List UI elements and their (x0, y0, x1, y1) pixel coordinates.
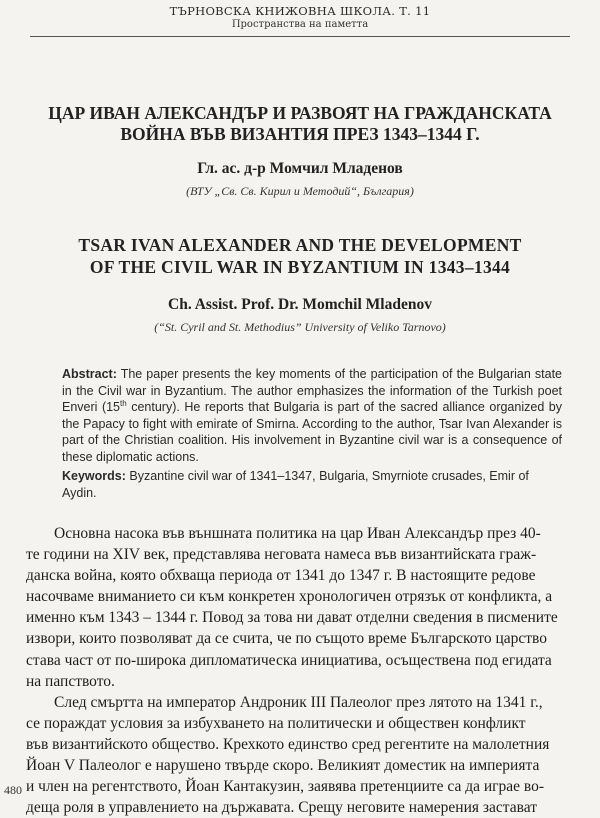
body-line: на папството. (26, 672, 115, 690)
title-bulgarian-line-2: ВОЙНА ВЪВ ВИЗАНТИЯ ПРЕЗ 1343–1344 Г. (120, 124, 480, 144)
keywords (62, 468, 562, 501)
abstract-label: Abstract: (62, 367, 117, 381)
body-line: става част от по-широка дипломатическа инициатива, осъществена под егидата (26, 651, 552, 669)
running-head-subtitle: Пространства на паметта (231, 19, 369, 30)
body-line: именно към 1343 – 1344 г. Повод за това ни дават отделни сведения в писмените (26, 609, 558, 627)
title-english-line-1: TSAR IVAN ALEXANDER AND THE DEVELOPMENT (78, 235, 522, 255)
body-line: данска война, която обхваща периода от 1341 до 1347 г. В настоящите редове (26, 567, 536, 585)
body-line: След смъртта на император Андроник III Палеолог през лятото на 1341 г., (54, 693, 543, 711)
title-english (20, 234, 580, 278)
affiliation-bulgarian: (ВТУ „Св. Св. Кирил и Методий“, България) (186, 184, 414, 198)
page-number: 480 (4, 783, 22, 797)
header-rule (30, 36, 570, 37)
body-line: се пораждат условия за избухването на политически и обществен конфликт (26, 714, 526, 732)
body-line: извори, които позволяват да се счита, че по същото време Българското царство (26, 630, 547, 648)
body-line: Йоан V Палеолог е нарушено твърде скоро. Великият доместик на империята (26, 757, 540, 775)
body-line: насочваме вниманието си към конкретен хронологичен отрязък от конфликта, а (26, 588, 553, 606)
abstract-text-part-1: The paper presents the key moments of the participation of the Bulgarian state in the Civil war in Byzantium. The author emphasizes the information of the Turkish poet Enveri (15 (62, 367, 562, 414)
keywords-label: Keywords: (62, 469, 126, 483)
running-head-title: ТЪРНОВСКА КНИЖОВНА ШКОЛА. Т. 11 (169, 4, 431, 18)
abstract-superscript: th (120, 398, 127, 408)
body-line: те години на XIV век, представлява неговата намеса във византийската граж- (26, 546, 537, 564)
body-line: и член на регентството, Йоан Кантакузин, заявява претенциите са да играе во- (26, 778, 545, 796)
title-bulgarian-line-1: ЦАР ИВАН АЛЕКСАНДЪР И РАЗВОЯТ НА ГРАЖДАНСКАТА (48, 103, 552, 123)
author-bulgarian: Гл. ас. д-р Момчил Младенов (197, 160, 403, 177)
title-bulgarian (20, 103, 580, 145)
body-line: деща роля в управлението на държавата. Срещу неговите намерения застават (26, 799, 537, 817)
abstract-text-part-2: century). He reports that Bulgaria is part of the sacred alliance organized by the Papacy to fight with emirate of Smirna. According to the author, Tsar Ivan Alexander is part of the Christian coalition. His involvement in Byzantine civil war is a consequence of these diplomatic actions. (62, 400, 562, 464)
title-english-line-2: OF THE CIVIL WAR IN BYZANTIUM IN 1343–1344 (89, 257, 511, 277)
body-text (26, 523, 586, 818)
author-english: Ch. Assist. Prof. Dr. Momchil Mladenov (168, 296, 432, 313)
keywords-text: Byzantine civil war of 1341–1347, Bulgaria, Smyrniote crusades, Emir of Aydin. (62, 469, 529, 500)
body-line: във византийското общество. Крехкото единство сред регентите на малолетния (26, 735, 550, 753)
running-head (0, 4, 600, 31)
affiliation-english: (“St. Cyril and St. Methodius” University of Veliko Tarnovo) (154, 320, 446, 334)
body-line: Основна насока във външната политика на цар Иван Александър през 40- (54, 525, 541, 542)
abstract (62, 366, 562, 465)
